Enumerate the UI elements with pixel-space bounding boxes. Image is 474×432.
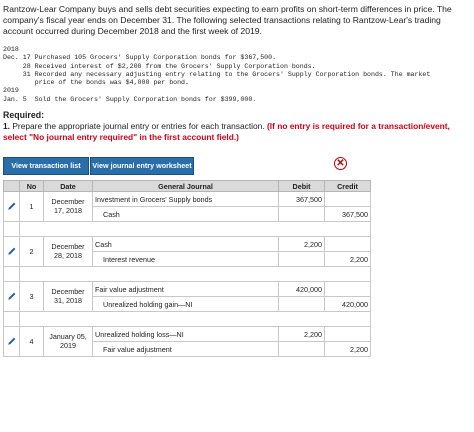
table-row xyxy=(4,282,371,297)
required-heading: Required: xyxy=(3,110,45,120)
debit-cell xyxy=(279,207,325,222)
required-item-text: Prepare the appropriate journal entry or entries for each transaction. xyxy=(12,121,265,131)
entry-spacer-row xyxy=(4,267,371,282)
edit-column-header xyxy=(4,181,20,192)
spacer-cell xyxy=(4,267,20,282)
entry-spacer-row xyxy=(4,222,371,237)
account-cell: Cash xyxy=(93,237,279,252)
spacer-cell xyxy=(4,222,20,237)
spacer-cell xyxy=(20,267,371,282)
account-cell: Interest revenue xyxy=(93,252,279,267)
entry-number: 4 xyxy=(20,327,44,357)
entry-date: January 05, 2019 xyxy=(44,327,93,357)
entry-date: December 28, 2018 xyxy=(44,237,93,267)
spacer-cell xyxy=(4,312,20,327)
credit-cell: 2,200 xyxy=(325,252,371,267)
entry-spacer-row xyxy=(4,312,371,327)
entry-number: 1 xyxy=(20,192,44,222)
view-journal-entry-worksheet-button[interactable]: View journal entry worksheet xyxy=(90,157,194,175)
account-cell: Unrealized holding loss—NI xyxy=(93,327,279,342)
edit-entry-icon[interactable] xyxy=(4,327,20,357)
table-row xyxy=(4,237,371,252)
edit-entry-icon[interactable] xyxy=(4,237,20,267)
edit-entry-icon[interactable] xyxy=(4,282,20,312)
edit-entry-icon[interactable] xyxy=(4,192,20,222)
debit-cell xyxy=(279,342,325,357)
debit-cell xyxy=(279,297,325,312)
account-cell: Fair value adjustment xyxy=(93,282,279,297)
debit-cell: 2,200 xyxy=(279,237,325,252)
col-header-general-journal: General Journal xyxy=(93,181,279,192)
debit-cell: 367,500 xyxy=(279,192,325,207)
account-cell: Fair value adjustment xyxy=(93,342,279,357)
spacer-cell xyxy=(20,222,371,237)
close-icon[interactable]: ✕ xyxy=(334,157,347,170)
entry-date: December 31, 2018 xyxy=(44,282,93,312)
col-header-date: Date xyxy=(44,181,93,192)
view-transaction-list-button[interactable]: View transaction list xyxy=(3,157,89,175)
required-note: (If no entry is required for a transaction/event, select "No journal entry required" in the first account field.) xyxy=(3,121,450,142)
problem-intro: Rantzow-Lear Company buys and sells debt securities expecting to earn profits on short-term differences in price. The company's fiscal year ends on December 31. The following selected transactions relating to Rantzow-Lear's trading account occurred during December 2018 and the first week of 2019. xyxy=(3,4,452,36)
required-instructions xyxy=(3,121,473,142)
transaction-events: 2018 Dec. 17 Purchased 105 Grocers' Supply Corporation bonds for $367,500. 28 Received interest of $2,200 from the Grocers' Supply Corporation bonds. 31 Recorded any necessary adjusting entry relating to the Grocers' Supply Corporation bonds. The market price of the bonds was $4,000 per bond. 2019 Jan. 5 Sold the Grocers' Supply Corporation bonds for $399,000. xyxy=(3,46,431,103)
credit-cell xyxy=(325,282,371,297)
required-item-number: 1. xyxy=(3,121,10,131)
entry-number: 3 xyxy=(20,282,44,312)
credit-cell xyxy=(325,327,371,342)
col-header-debit: Debit xyxy=(279,181,325,192)
table-header-row xyxy=(4,181,371,192)
table-row xyxy=(4,327,371,342)
col-header-credit: Credit xyxy=(325,181,371,192)
credit-cell: 367,500 xyxy=(325,207,371,222)
debit-cell: 420,000 xyxy=(279,282,325,297)
spacer-cell xyxy=(20,312,371,327)
credit-cell: 2,200 xyxy=(325,342,371,357)
account-cell: Investment in Grocers' Supply bonds xyxy=(93,192,279,207)
debit-cell: 2,200 xyxy=(279,327,325,342)
credit-cell xyxy=(325,237,371,252)
debit-cell xyxy=(279,252,325,267)
account-cell: Cash xyxy=(93,207,279,222)
col-header-no: No xyxy=(20,181,44,192)
journal-table xyxy=(3,180,371,357)
entry-number: 2 xyxy=(20,237,44,267)
credit-cell xyxy=(325,192,371,207)
account-cell: Unrealized holding gain—NI xyxy=(93,297,279,312)
entry-date: December 17, 2018 xyxy=(44,192,93,222)
table-row xyxy=(4,192,371,207)
credit-cell: 420,000 xyxy=(325,297,371,312)
